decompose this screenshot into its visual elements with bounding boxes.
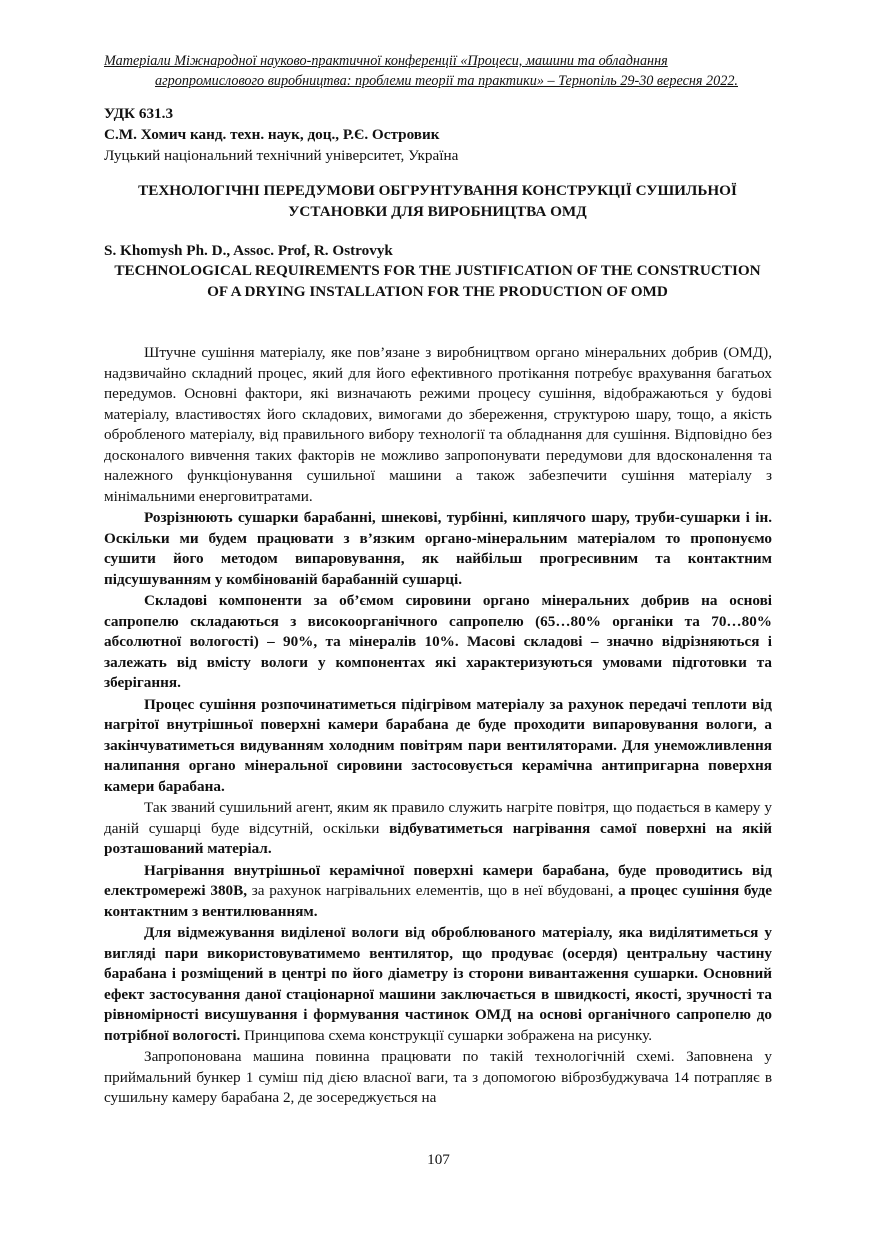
title-ukrainian: ТЕХНОЛОГІЧНІ ПЕРЕДУМОВИ ОБГРУНТУВАННЯ КОНСТРУКЦІЇ СУШИЛЬНОЇ УСТАНОВКИ ДЛЯ ВИРОБНИЦТВА ОМД xyxy=(138,182,737,220)
paragraph-7-bold: Для відмежування виділеної вологи від оброблюваного матеріалу, яка виділятиметься у вигляді пари використовуватимемо вентилятор, що продуває (осердя) центральну частину барабана і розміщений в центрі по його діаметру із сторони вивантаження сушарки. Основний ефект застосування даної стаціонарної машини заключається в швидкості, якості, зручності та рівномірності висушування і формування частинок ОМД на основі органічного сапропелю до потрібної вологості. xyxy=(104,924,772,1044)
paragraph-6 xyxy=(104,861,772,923)
running-header-line-2: агропромислового виробництва: проблеми теорії та практики» – Тернопіль 29-30 вересня 2022. xyxy=(155,73,738,89)
affiliation: Луцький національний технічний університет, Україна xyxy=(104,147,459,164)
paragraph-6-bold-1: Нагрівання внутрішньої керамічної поверхні камери барабана, буде проводитись від електромережі 380В, xyxy=(104,861,772,899)
paragraph-6-plain: за рахунок нагрівальних елементів, що в неї вбудовані, xyxy=(247,882,619,899)
paragraph-3: Складові компоненти за об’ємом сировини органо мінеральних добрив на основі сапропелю складаються з високоорганічного сапропелю (65…80% органіки та 70…80% абсолютної вологості) – 90%, та мінералів 10%. Масові складові – значно відрізняються і залежать від вмісту вологи у компонентах які характеризуються умовами підготовки та зберігання. xyxy=(104,592,772,691)
paragraph-2: Розрізнюють сушарки барабанні, шнекові, турбінні, киплячого шару, труби-сушарки і ін. Оскільки ми будем працювати з в’язким органо-мінеральним матеріалом то пропонуємо сушити його методом випаровування, як найбільш прогресивним та контактним підсушуванням у комбінованій барабанній сушарці. xyxy=(104,509,772,588)
article-meta xyxy=(104,103,784,166)
running-header xyxy=(104,51,784,91)
paragraph-5 xyxy=(104,798,772,860)
page-number: 107 xyxy=(427,1151,450,1168)
running-header-line-1: Матеріали Міжнародної науково-практичної конференції «Процеси, машини та обладнання xyxy=(104,53,668,69)
paragraph-7-plain: Принципова схема конструкції сушарки зображена на рисунку. xyxy=(240,1026,653,1044)
authors-ua: С.М. Хомич канд. техн. наук, доц., Р.Є. Островик xyxy=(104,126,440,143)
paragraph-6-bold-2: а процес сушіння буде контактним з вентилюванням. xyxy=(104,882,772,920)
paragraph-8: Запропонована машина повинна працювати по такій технологічній схемі. Заповнена у приймальний бункер 1 суміш під дією власної ваги, та з допомогою віброзбуджувача 14 потрапляє в сушильну камеру барабана 2, де зосереджується на xyxy=(104,1048,772,1106)
title-english: TECHNOLOGICAL REQUIREMENTS FOR THE JUSTIFICATION OF THE CONSTRUCTION OF A DRYING INSTALLATION FOR THE PRODUCTION OF OMD xyxy=(114,262,761,300)
article-body xyxy=(104,343,772,1109)
paragraph-1: Штучне сушіння матеріалу, яке пов’язане з виробництвом органо мінеральних добрив (ОМД), надзвичайно складний процес, який для його ефективного протікання потребує врахування багатьох передумов. Основні фактори, які визначають режими процесу сушіння, відображаються у будові матеріалу, властивостях його складових, вимогами до збереження, структурою шару, тощо, а якість обробленого матеріалу, від правильного вибору технології та обладнання для сушіння. Відповідно без досконалого вивчення таких факторів не можливо запропонувати передумови для вдосконалення та належного функціонування сушильної машини а також забезпечити сушіння матеріалу з мінімальними енерговитратами. xyxy=(104,344,772,505)
paragraph-4: Процес сушіння розпочинатиметься підігрівом матеріалу за рахунок передачі теплоти від нагрітої внутрішньої поверхні камери барабана де буде проходити випаровування вологи, а закінчуватиметься видуванням холодним повітрям пари вентиляторами. Для унеможливлення налипання органо мінеральної сировини застосовується керамічна антипригарна поверхня камери барабана. xyxy=(104,695,772,795)
authors-en: S. Khomysh Ph. D., Assoc. Prof, R. Ostrovyk xyxy=(104,242,393,259)
paragraph-5-plain: Так званий сушильний агент, яким як правило служить нагріте повітря, що подається в камеру у даній сушарці буде відсутній, оскільки xyxy=(104,799,772,837)
paragraph-7 xyxy=(104,923,772,1046)
udk-code: УДК 631.3 xyxy=(104,105,174,122)
paragraph-5-bold: відбуватиметься нагрівання самої поверхні на якій розташований матеріал. xyxy=(104,819,772,857)
